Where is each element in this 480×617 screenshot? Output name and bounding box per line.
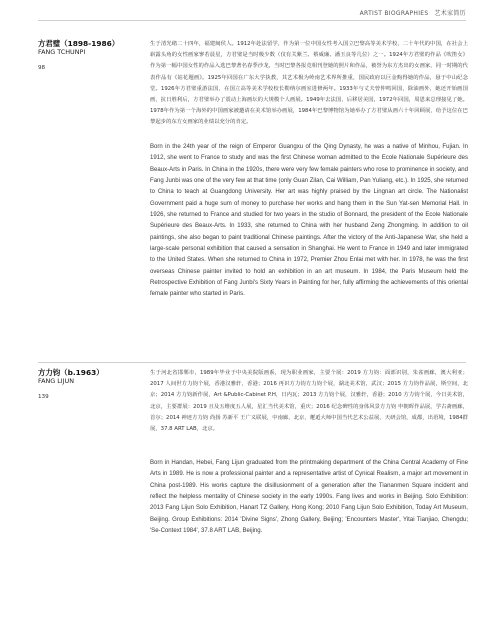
header-section-en: ARTIST BIOGRAPHIES <box>359 10 429 17</box>
header-rule <box>38 20 466 21</box>
artist-bio-cn: 生于河北省邯郸市，1989年毕业于中央美院版画系，现为职业画家，主要个展：2019 方力钧：面部识别，朱雀画廊，澳大利亚；2017 人间世方力钧个展，香港汉雅轩，香港；2016 再识方力钧方力钧个展，湖北美术馆，武汉；2015 方力钧作品展，斯空间，北京；2014 方力钧新作展，Art &Public-Cabinet P.H，日内瓦；2013 方力钧个展，汉雅轩，香港；2010 方力钧个展，今日美术馆，北京，主要群展：2019 且及五维度五人展，星汇当代美术馆，重庆；2016 纪念碑性的身体风景方力钧 申朝晖作品展，学古斋画廊，首尔；2014 神迹方力钧 尚扬 苏新平 王广义联展，中南廊，北京，邂逅大师中国当代艺术公益展，天研会馆，成都，出语境，1984群展，37.8 ART LAB，北京。 <box>150 370 468 433</box>
artist-bio-cn: 生于清光绪二十四年，福建闽侯人。1912年赴法留学，作为第一位中国女性考入国立巴黎高等美术学校，二十年代的中国，在社会上崭露头角的女性画家寥若晨星，方君璧是当时极少数（仅有关紫兰、蔡威廉、潘玉良等几位）之一。1924年方君璧的作品《吹笛女》作为第一幅中国女性的作品入选巴黎著名春季沙龙，当时巴黎各报竞相刊登她的照片和作品，被誉为东方杰出的女画家，同一时期的代表作品有《姑花题画》。1925年回国在广东大学执教，其艺术极为岭南艺术界所推重，国民政府以巨金购得她的作品，悬于中山纪念堂。1926年方君璧重游法国，在国立高等美术学校校长勒纳尔画室进修两年。1933年与丈夫曾仲鸣回国，除油画外，她还开始画国画，抗日胜利后，方君璧举办了震动上海画坛的大规模个人画展。1949年去法国，后移居美国，1972年回国，周恩来总理接见了她。1978年作为第一个海外的中国画家被邀请在美术馆举办画展，1984年巴黎博物馆为她举办了方君璧从画六十年回顾展，给予这位在巴黎起步的东方女画家的业绩以充分的肯定。 <box>150 41 468 126</box>
section-divider <box>38 362 466 363</box>
artist-name-cn: 方君璧（1898-1986） <box>38 39 120 48</box>
artist-page-number: 139 <box>38 394 49 400</box>
artist-bio-en: Born in Handan, Hebei, Fang Lijun graduated from the printmaking department of the China Central Academy of Fine Arts in 1989. He is now a professional painter and a representative artist of Cynical Realism, a major art movement in China post-1989. His works capture the disillusionment of a generation after the Tiananmen Square incident and reflect the helpless mentality of Chinese society in the early 1990s. Fang lives and works in Beijing. Solo Exhibition: 2013 Fang Lijun Solo Exhibition, Hanart TZ Gallery, Hong Kong; 2010 Fang Lijun Solo Exhibition, Today Art Museum, Beijing. Group Exhibitions: 2014 'Divine Signs', Zhong Gallery, Beijing; 'Encounters Master', Yitai Tianjiao, Chengdu; 'Se-Context 1984', 37.8 ART LAB, Beijing. <box>150 460 468 535</box>
artist-name-en: FANG LIJUN <box>38 377 75 385</box>
artist-name-block <box>38 39 138 72</box>
artist-name-cn: 方力钧（b.1963） <box>38 368 104 377</box>
artist-name-en: FANG TCHUNPI <box>38 48 86 56</box>
artist-bio-en: Born in the 24th year of the reign of Emperor Guangxu of the Qing Dynasty, he was a native of Minhou, Fujian. In 1912, she went to France to study and was the first Chinese woman admitted to the Ecole Nationale Supérieure des Beaux-Arts in Paris. In China in the 1920s, there were very few female painters who rose to prominence in society, and Fang Junbi was one of the very few at that time (only Guan Zilan, Cai William, Pan Yuliang, etc.). In 1925, she returned to China to teach at Guangdong University. Her art was highly praised by the Lingnan art circle. The Nationalist Government paid a huge sum of money to purchase her works and hang them in the Sun Yat-sen Memorial Hall. In 1926, she returned to France and studied for two years in the studio of Bonnard, the president of the Ecole Nationale Supérieure des Beaux-Arts. In 1933, she returned to China with her husband Zeng Zhongming. In addition to oil paintings, she also began to paint traditional Chinese paintings. After the victory of the Anti-Japanese War, she held a large-scale personal exhibition that caused a sensation in Shanghai. He went to France in 1949 and later immigrated to the United States. When she returned to China in 1972, Premier Zhou Enlai met with her. In 1978, he was the first overseas Chinese painter invited to hold an exhibition in an art museum. In 1984, the Paris Museum held the Retrospective Exhibition of Fang Junbi's Sixty Years in Painting for her, fully affirming the achievements of this oriental female painter who started in Paris. <box>150 144 468 298</box>
header-section-cn: 艺术家简历 <box>434 10 466 17</box>
running-header <box>360 8 466 17</box>
artist-name-block <box>38 368 138 401</box>
artist-page-number: 98 <box>38 65 46 71</box>
